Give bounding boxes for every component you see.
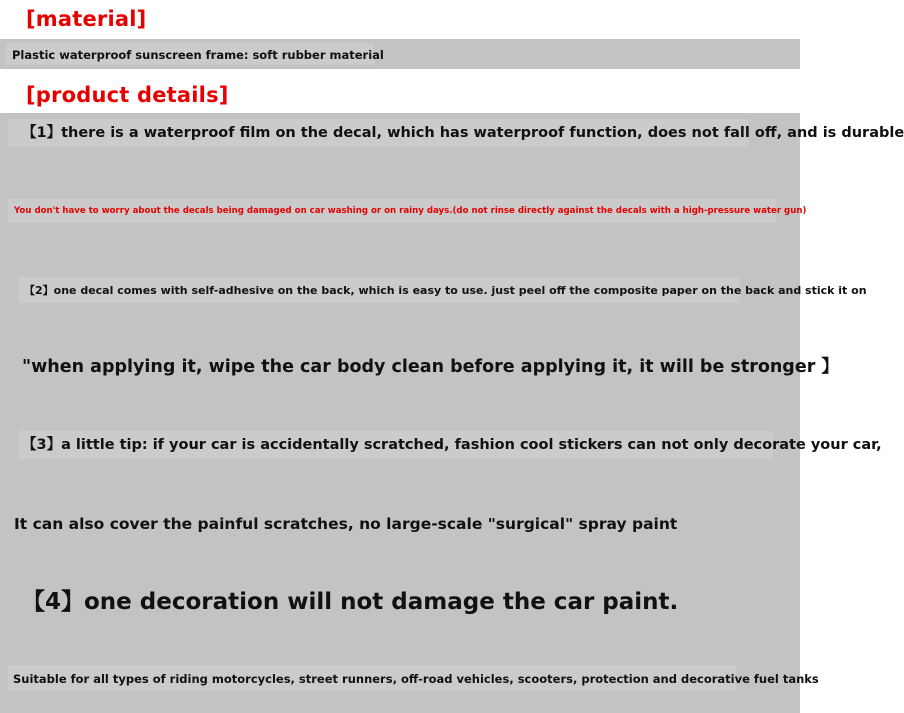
product-details-heading: [product details] — [26, 83, 229, 107]
details-band — [0, 113, 904, 713]
detail-note-4: Suitable for all types of riding motorcycles, street runners, off-road vehicles, scooters, protection and decorative fuel tanks — [13, 672, 819, 686]
detail-point-2: 【2】one decal comes with self-adhesive on the back, which is easy to use. just peel off the composite paper on the back and stick it on — [24, 284, 867, 297]
material-band — [0, 39, 800, 69]
detail-point-3: 【3】a little tip: if your car is accidentally scratched, fashion cool stickers can not only decorate your car, — [22, 437, 882, 453]
material-heading: [material] — [26, 7, 147, 31]
detail-note-3: It can also cover the painful scratches, no large-scale "surgical" spray paint — [14, 515, 678, 533]
detail-point-4: 【4】one decoration will not damage the car paint. — [22, 589, 679, 615]
material-text: Plastic waterproof sunscreen frame: soft rubber material — [12, 48, 384, 62]
detail-note-2: "when applying it, wipe the car body clean before applying it, it will be stronger 】 — [22, 357, 839, 377]
detail-note-1: You don't have to worry about the decals being damaged on car washing or on rainy days.(do not rinse directly against the decals with a high-pressure water gun) — [14, 206, 807, 216]
detail-point-1: 【1】there is a waterproof film on the decal, which has waterproof function, does not fall off, and is durable — [22, 125, 904, 141]
